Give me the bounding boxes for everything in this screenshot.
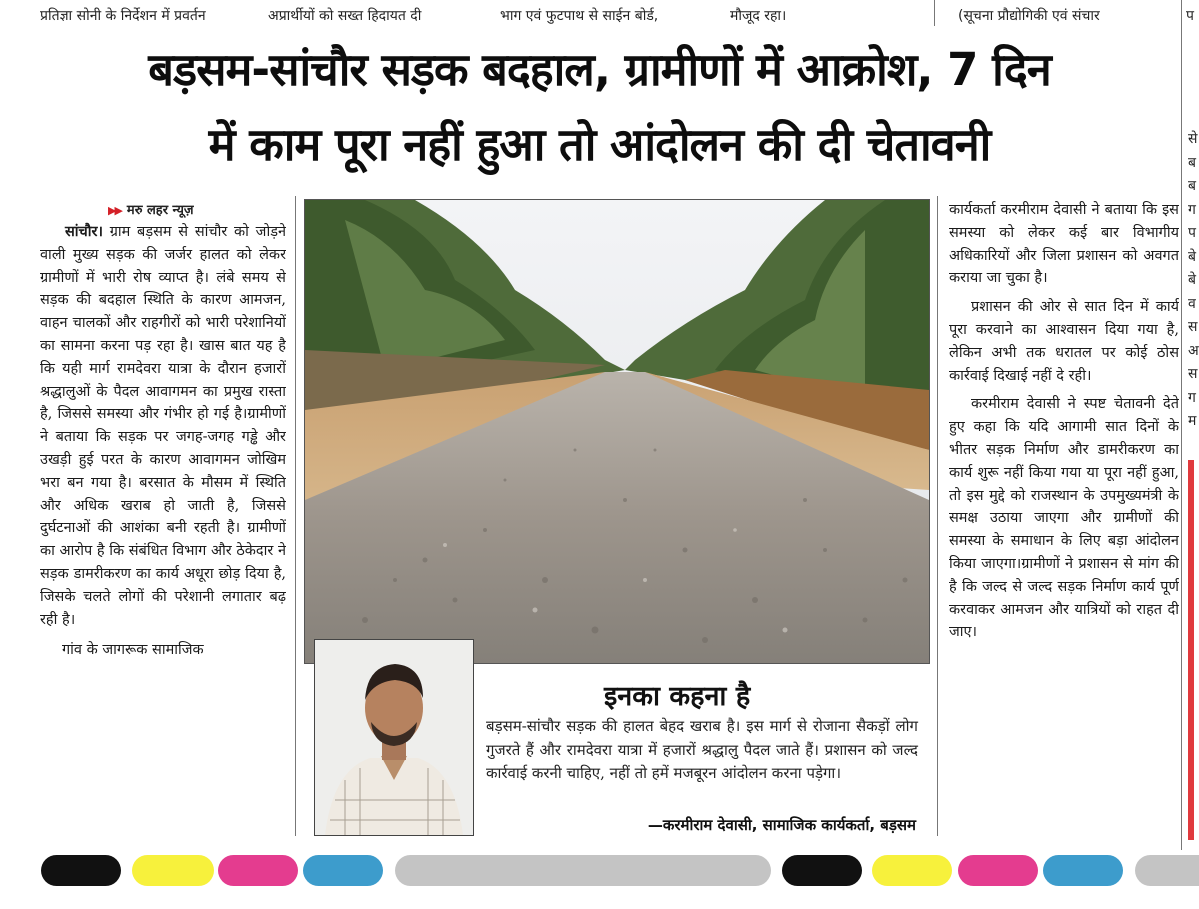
column-divider	[295, 196, 296, 836]
registration-mark	[1043, 855, 1123, 886]
left-para-1	[40, 221, 286, 631]
byline-source: मरु लहर न्यूज़	[126, 203, 194, 218]
headline-line-2: में काम पूरा नहीं हुआ तो आंदोलन की दी चेतावनी	[208, 118, 991, 171]
top-snippet: प्रतिज्ञा सोनी के निर्देशन में प्रवर्तन	[40, 8, 206, 24]
top-snippet: मौजूद रहा।	[730, 8, 787, 24]
top-snippet: प	[1186, 8, 1194, 24]
right-para-1: कार्यकर्ता करमीराम देवासी ने बताया कि इस समस्या को लेकर कई बार विभागीय अधिकारियों और जिला प्रशासन को अवगत कराया जा चुका है।	[949, 202, 1179, 287]
right-para-3: करमीराम देवासी ने स्पष्ट चेतावनी देते हुए कहा कि यदि आगामी सात दिनों के भीतर सड़क निर्माण और डामरीकरण का कार्य शुरू नहीं किया गया या पूरा नहीं हुआ, तो इस मुद्दे को राजस्थान के उपमुख्यमंत्री के समक्ष उठाया जाएगा और ग्रामीणों की समस्या के समाधान के लिए बड़ा आंदोलन किया जाएगा।ग्रामीणों ने प्रशासन से मांग की है कि जल्द से जल्द सड़क निर्माण कार्य पूर्ण करवाकर आमजन और यात्रियों को राहत दी जाए।	[949, 396, 1179, 641]
registration-mark	[303, 855, 383, 886]
quote-signature: —करमीराम देवासी, सामाजिक कार्यकर्ता, बड़सम	[647, 816, 916, 834]
right-column	[949, 199, 1179, 849]
right-para-2: प्रशासन की ओर से सात दिन में कार्य पूरा करवाने का आश्वासन दिया गया है, लेकिन अभी तक धरातल पर कोई ठोस कार्रवाई दिखाई नहीं दे रही।	[949, 299, 1179, 384]
top-snippet: (सूचना प्रौद्योगिकी एवं संचार	[958, 8, 1100, 24]
column-divider	[937, 196, 938, 836]
registration-mark	[1135, 855, 1199, 886]
headline-line-1: बड़सम-सांचौर सड़क बदहाल, ग्रामीणों में आक्रोश, 7 दिन	[148, 43, 1051, 96]
registration-mark	[395, 855, 771, 886]
top-snippet: भाग एवं फुटपाथ से साईन बोर्ड,	[500, 8, 659, 24]
left-para-1-text: ग्राम बड़सम से सांचौर को जोड़ने वाली मुख्य सड़क की जर्जर हालत को लेकर ग्रामीणों में भारी रोष व्याप्त है। लंबे समय से सड़क की बदहाल स्थिति के कारण आमजन, वाहन चालकों और राहगीरों को भारी परेशानियों का सामना करना पड़ रहा है। खास बात यह है कि यही मार्ग रामदेवरा यात्रा के दौरान हजारों श्रद्धालुओं के पैदल आवागमन का प्रमुख रास्ता है, जिससे समस्या और गंभीर हो गई है।ग्रामीणों ने बताया कि सड़क पर जगह-जगह गड्ढे और उखड़ी हुई परत के कारण आवागमन जोखिम भरा बन गया है। बरसात के मौसम में स्थिति और अधिक खराब हो जाती है, जिससे दुर्घटनाओं की आशंका बनी रहती है। ग्रामीणों का आरोप है कि संबंधित विभाग और ठेकेदार ने सड़क डामरीकरण का कार्य अधूरा छोड़ दिया है, जिसके चलते लोगों की परेशानी लगातार बढ़ रही है।	[40, 224, 286, 628]
play-arrows-icon: ▶▶	[108, 204, 121, 217]
column-divider	[1181, 0, 1182, 850]
registration-mark	[132, 855, 214, 886]
red-accent-bar	[1188, 460, 1194, 840]
registration-mark	[782, 855, 862, 886]
registration-mark	[872, 855, 952, 886]
road-photo	[304, 199, 930, 664]
dateline: सांचौर।	[65, 223, 103, 240]
quote-title: इनका कहना है	[604, 681, 751, 712]
registration-mark	[958, 855, 1038, 886]
activist-portrait	[314, 639, 474, 836]
registration-mark	[41, 855, 121, 886]
byline	[108, 200, 194, 218]
quote-body: बड़सम-सांचौर सड़क की हालत बेहद खराब है। इस मार्ग से रोजाना सैकड़ों लोग गुजरते हैं और रामदेवरा यात्रा में हजारों श्रद्धालु पैदल जाते हैं। प्रशासन को जल्द कार्रवाई करनी चाहिए, नहीं तो हमें मजबूरन आंदोलन करना पड़ेगा।	[486, 717, 918, 782]
column-divider	[934, 0, 935, 26]
edge-column-text: से ब ब ग प बे बे व स अ स ग म	[1188, 131, 1199, 429]
top-snippet: अप्रार्थीयों को सख्त हिदायत दी	[268, 8, 422, 24]
left-column	[40, 221, 286, 861]
left-para-2: गांव के जागरूक सामाजिक	[62, 642, 204, 659]
registration-mark	[218, 855, 298, 886]
top-strip	[0, 0, 1199, 34]
